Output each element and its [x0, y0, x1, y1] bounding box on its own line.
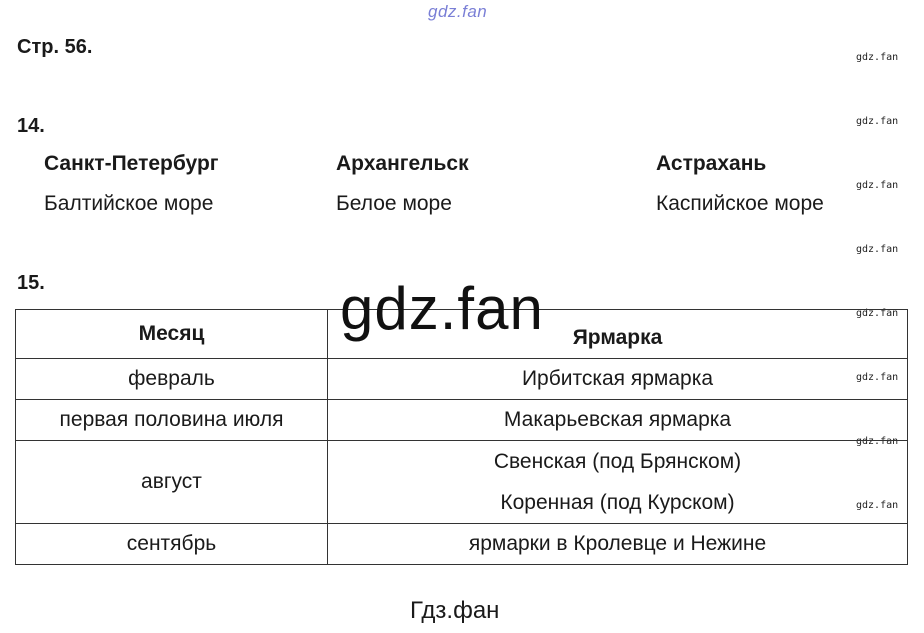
bottom-watermark: Гдз.фан — [410, 597, 500, 624]
fair-cell: Макарьевская ярмарка — [328, 400, 908, 441]
side-watermark: gdz.fan — [856, 244, 899, 255]
header-fair: Ярмарка — [328, 310, 908, 359]
sea-name: Балтийское море — [44, 192, 214, 215]
center-watermark: gdz.fan — [340, 275, 544, 342]
task-14-number: 14. — [17, 115, 45, 137]
fair-cell — [328, 441, 908, 524]
side-watermark: gdz.fan — [856, 52, 899, 63]
table-row — [16, 359, 908, 400]
fairs-table — [15, 309, 908, 565]
side-watermark: gdz.fan — [856, 500, 899, 511]
side-watermark: gdz.fan — [856, 436, 899, 447]
task-15-number: 15. — [17, 272, 45, 294]
header-month: Месяц — [16, 310, 328, 359]
table-row — [16, 400, 908, 441]
month-cell: август — [16, 441, 328, 524]
side-watermark: gdz.fan — [856, 372, 899, 383]
city-name: Санкт-Петербург — [44, 152, 219, 175]
month-cell: февраль — [16, 359, 328, 400]
city-name: Архангельск — [336, 152, 469, 175]
side-watermark: gdz.fan — [856, 180, 899, 191]
side-watermark: gdz.fan — [856, 116, 899, 127]
page-reference: Стр. 56. — [17, 36, 93, 58]
table-row — [16, 524, 908, 565]
fair-cell: Ирбитская ярмарка — [328, 359, 908, 400]
sea-name: Каспийское море — [656, 192, 824, 215]
side-watermark: gdz.fan — [856, 308, 899, 319]
month-cell: первая половина июля — [16, 400, 328, 441]
top-watermark: gdz.fan — [428, 2, 488, 21]
month-cell: сентябрь — [16, 524, 328, 565]
city-name: Астрахань — [656, 152, 767, 175]
fair-cell: ярмарки в Кролевце и Нежине — [328, 524, 908, 565]
fair-line: Свенская (под Брянском) — [493, 450, 742, 473]
sea-name: Белое море — [336, 192, 452, 215]
table-row — [16, 441, 908, 524]
fair-line: Коренная (под Курском) — [500, 491, 735, 514]
